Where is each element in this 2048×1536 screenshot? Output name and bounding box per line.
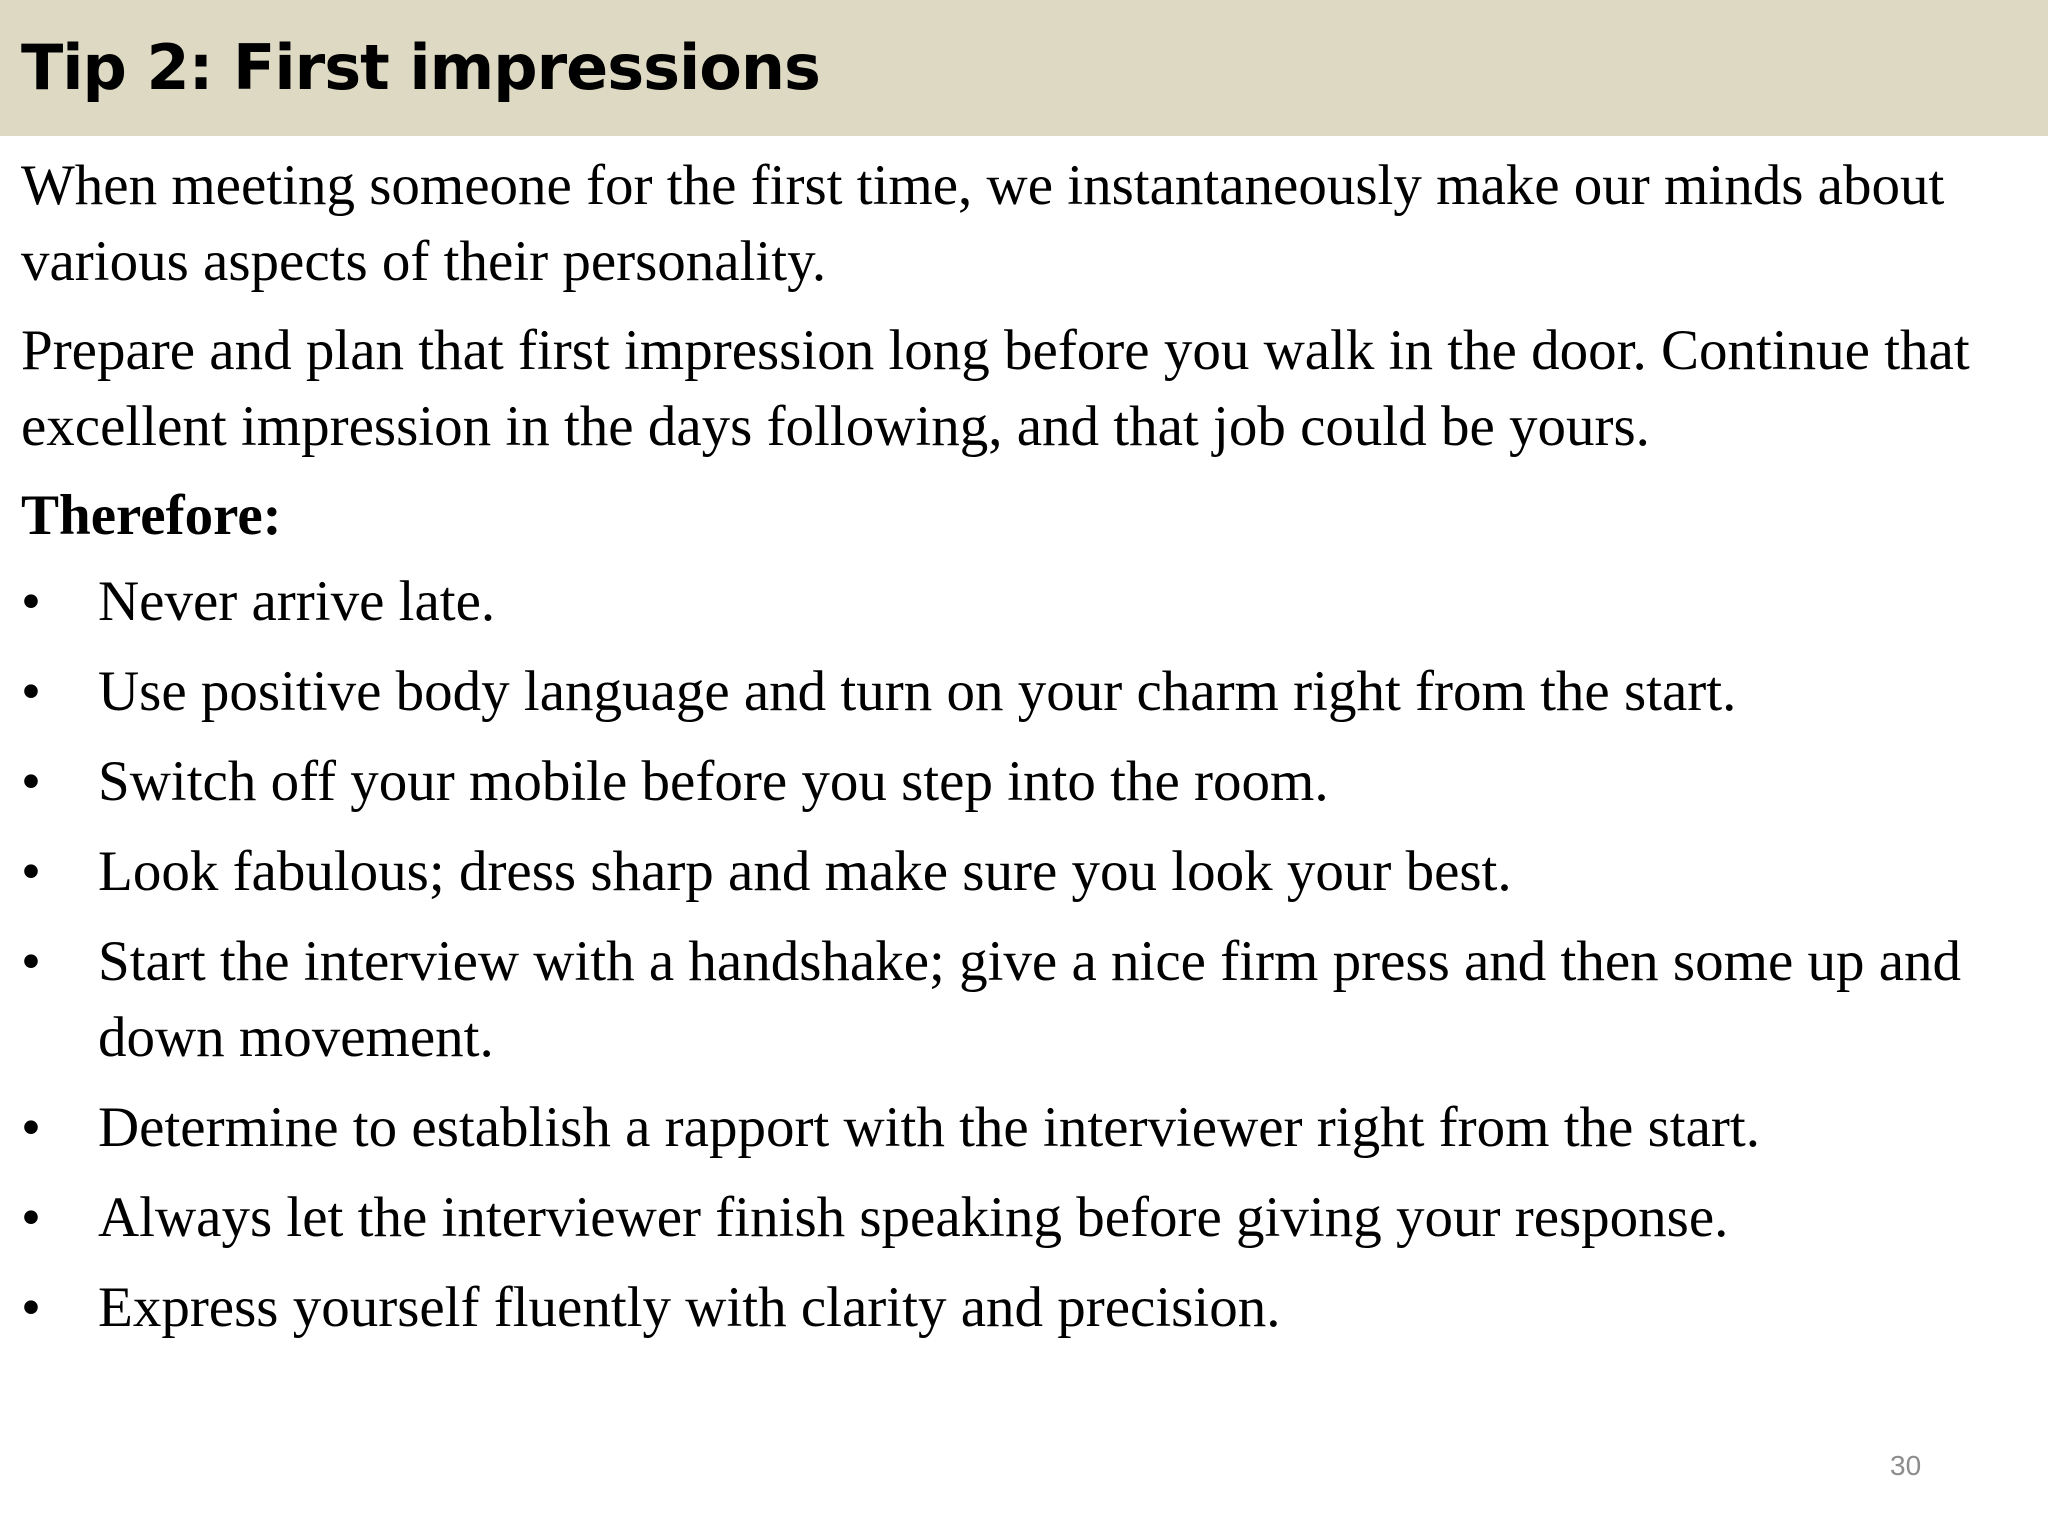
slide-title: Tip 2: First impressions [21, 31, 820, 104]
list-item-text: Always let the interviewer finish speaking before giving your response. [98, 1186, 1729, 1249]
list-item-text: Express yourself fluently with clarity and precision. [98, 1276, 1281, 1339]
list-item [21, 564, 2011, 640]
list-item [21, 1180, 2011, 1256]
list-item [21, 924, 2011, 1076]
list-item-text: Switch off your mobile before you step into the room. [98, 750, 1329, 813]
bullet-icon: • [21, 1276, 41, 1339]
list-item [21, 654, 2011, 730]
list-item-text: Use positive body language and turn on your charm right from the start. [98, 660, 1737, 723]
page-number: 30 [1890, 1450, 1922, 1481]
bullet-icon: • [21, 570, 41, 633]
slide-content [21, 148, 2011, 1360]
list-item [21, 1270, 2011, 1346]
bullet-icon: • [21, 840, 41, 903]
bullet-icon: • [21, 1186, 41, 1249]
bullet-icon: • [21, 750, 41, 813]
list-item-text: Look fabulous; dress sharp and make sure you look your best. [98, 840, 1512, 903]
list-item-text: Determine to establish a rapport with the interviewer right from the start. [98, 1096, 1760, 1159]
intro-paragraph: When meeting someone for the first time, we instantaneously make our minds about various aspects of their personality. [21, 154, 1945, 293]
bullet-icon: • [21, 930, 41, 993]
tips-list [21, 564, 2011, 1346]
list-item-text: Start the interview with a handshake; give a nice firm press and then some up and down movement. [98, 930, 1962, 1069]
bullet-icon: • [21, 660, 41, 723]
preparation-paragraph: Prepare and plan that first impression long before you walk in the door. Continue that excellent impression in the days following, and that job could be yours. [21, 319, 1970, 458]
bullet-icon: • [21, 1096, 41, 1159]
therefore-heading: Therefore: [21, 484, 282, 547]
list-item [21, 834, 2011, 910]
list-item [21, 744, 2011, 820]
list-item-text: Never arrive late. [98, 570, 496, 633]
list-item [21, 1090, 2011, 1166]
title-bar [0, 0, 2048, 136]
